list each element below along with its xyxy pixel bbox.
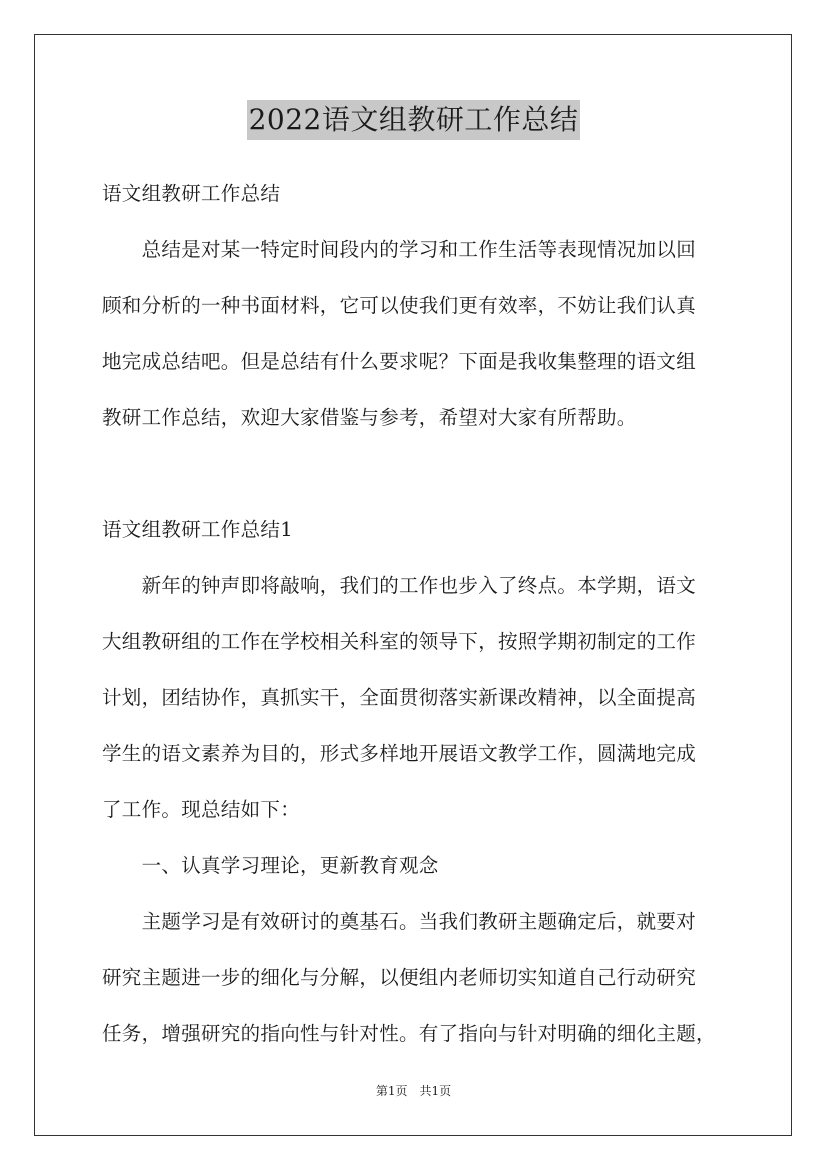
body-line: 大组教研组的工作在学校相关科室的领导下，按照学期初制定的工作 <box>102 630 697 653</box>
section-heading: 语文组教研工作总结1 <box>102 518 293 541</box>
intro-line: 地完成总结吧。但是总结有什么要求呢？下面是我收集整理的语文组 <box>102 350 697 373</box>
intro-line: 顾和分析的一种书面材料，它可以使我们更有效率，不妨让我们认真 <box>102 294 697 317</box>
body-line: 主题学习是有效研讨的奠基石。当我们教研主题确定后，就要对 <box>102 910 697 933</box>
body-line: 了工作。现总结如下： <box>102 798 301 821</box>
document-subtitle: 语文组教研工作总结 <box>102 182 281 205</box>
title-container <box>0 100 827 140</box>
document-body <box>102 166 728 1062</box>
intro-line: 教研工作总结，欢迎大家借鉴与参考，希望对大家有所帮助。 <box>102 406 637 429</box>
paragraph-spacer <box>102 446 728 502</box>
body-line: 任务，增强研究的指向性与针对性。有了指向与针对明确的细化主题， <box>102 1022 716 1045</box>
body-line: 学生的语文素养为目的，形式多样地开展语文教学工作，圆满地完成 <box>102 742 697 765</box>
body-line: 研究主题进一步的细化与分解，以便组内老师切实知道自己行动研究 <box>102 966 697 989</box>
body-line: 计划，团结协作，真抓实干，全面贯彻落实新课改精神，以全面提高 <box>102 686 697 709</box>
body-line: 新年的钟声即将敲响，我们的工作也步入了终点。本学期，语文 <box>102 574 697 597</box>
subsection-heading: 一、认真学习理论，更新教育观念 <box>102 854 439 877</box>
page-number-footer: 第1页 共1页 <box>375 1084 452 1098</box>
intro-line: 总结是对某一特定时间段内的学习和工作生活等表现情况加以回 <box>102 238 697 261</box>
document-title: 2022语文组教研工作总结 <box>247 100 581 140</box>
